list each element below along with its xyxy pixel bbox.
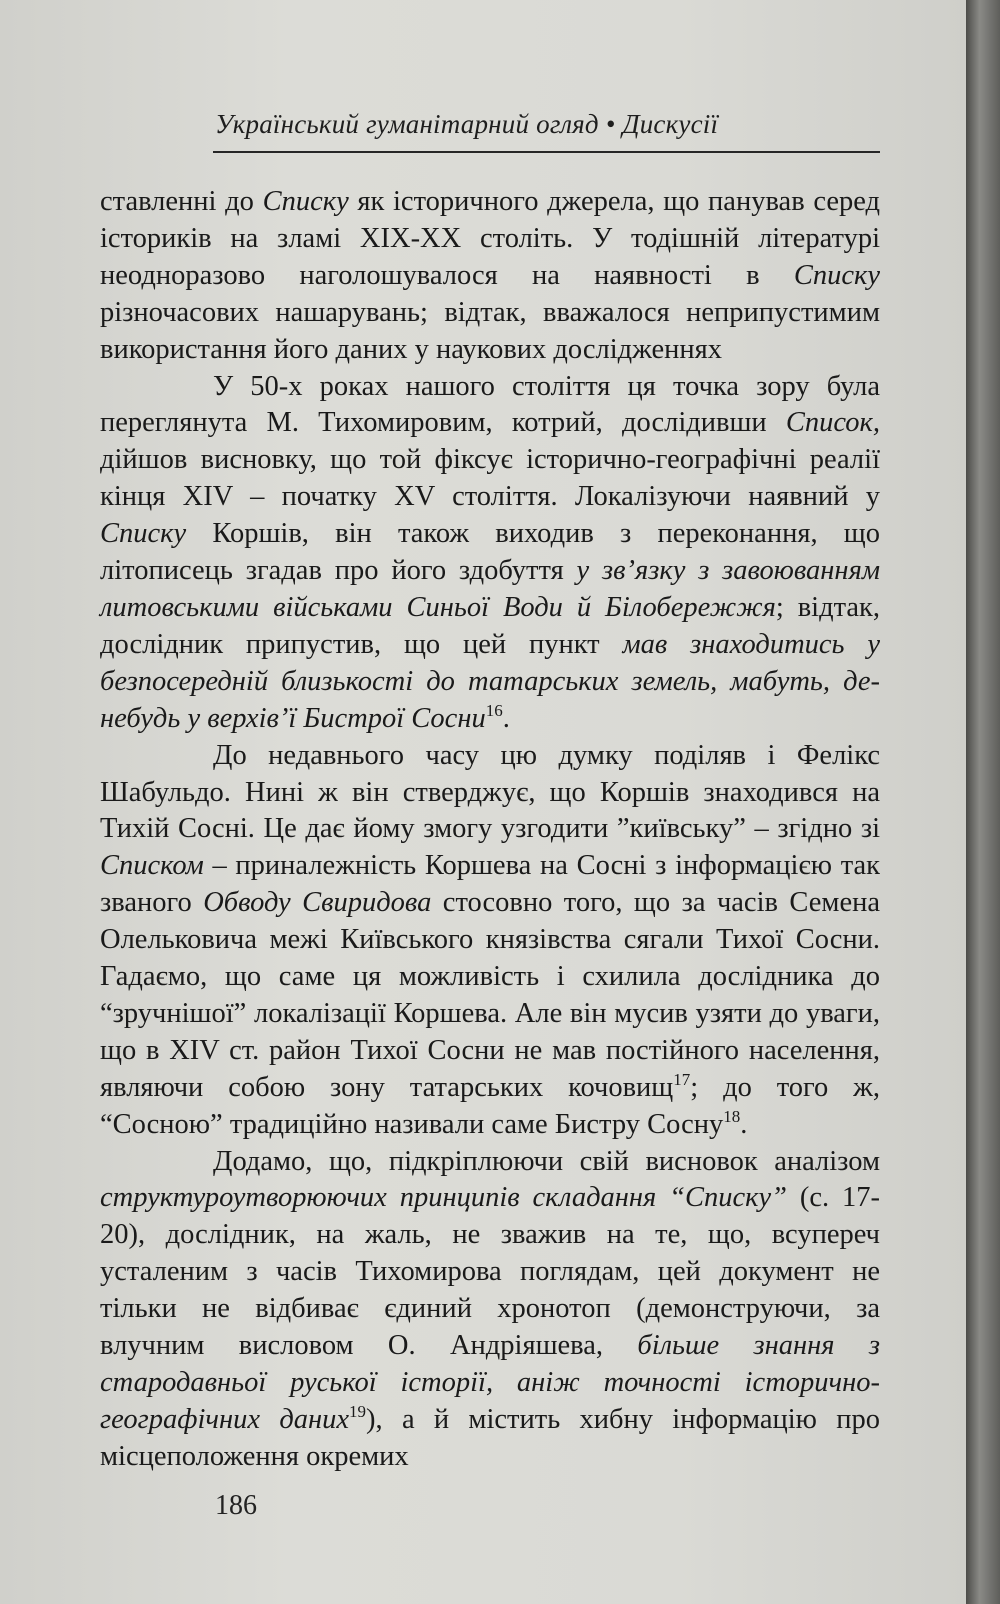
paragraph-2: У 50-х роках нашого століття ця точка зору була переглянута М. Тихомировим, котрий, дослідивши Список, дійшов висновку, що той фіксує історично-географічні реалії кінця XIV – початку XV століття. Локалізуючи наявний у Списку Коршів, він також виходив з переконання, що літописець згадав про його здобуття у зв’язку з завоюванням литовськими військами Синьої Води й Білобережжя; відтак, дослідник припустив, що цей пункт мав знаходитись у безпосередній близькості до татарських земель, мабуть, де-небудь у верхів’ї Бистрої Сосни$^{16}$. [100, 370, 881, 734]
book-spine-shadow [966, 0, 1000, 1604]
footnote-ref: 19 [349, 1401, 367, 1421]
paragraph-3: До недавнього часу цю думку поділяв і Фелікс Шабульдо. Нині ж він стверджує, що Коршів знаходився на Тихій Сосні. Це дає йому змогу узгодити ”київську” – згідно зі Списком – приналежність Коршева на Сосні з інформацією так званого Обводу Свиридова стосовно того, що за часів Семена Олельковича межі Київського князівства сягали Тихої Сосни. Гадаємо, що саме ця можливість і схилила дослідника до “зручнішої” локалізації Коршева. Але він мусив узяти до уваги, що в XIV ст. район Тихої Сосни не мав постійного населення, являючи собою зону татарських кочовищ$^{17}$; до того ж, “Сосною” традиційно називали саме Бистру Сосну$^{18}$. [100, 739, 880, 1140]
header-rule [213, 151, 880, 153]
body-text [100, 184, 880, 1476]
footnote-ref: 17 [673, 1069, 691, 1089]
footnote-ref: 16 [485, 700, 503, 720]
page-number: 186 [215, 1490, 257, 1521]
paragraph-4: Додамо, що, підкріплюючи свій висновок аналізом структуроутворюючих принципів складання “Списку” (с. 17-20), дослідник, на жаль, не зважив на те, що, всупереч усталеним з часів Тихомирова поглядам, цей документ не тільки не відбиває єдиний хронотоп (демонструючи, за влучним висловом О. Андріяшева, більше знання з стародавньої руської історії, аніж точності історично-географічних даних$^{19}$), а й містить хибну інформацію про місцеположення окремих [100, 1145, 881, 1472]
paragraph-1: ставленні до Списку як історичного джерела, що панував серед істориків на зламі XIX-XX століть. У тодішній літературі неодноразово наголошувалося на наявності в Списку різночасових нашарувань; відтак, вважалося неприпустимим використання його даних у наукових дослідженнях [100, 186, 880, 365]
running-header: Український гуманітарний огляд • Дискусії [215, 109, 719, 139]
footnote-ref: 18 [723, 1106, 741, 1126]
